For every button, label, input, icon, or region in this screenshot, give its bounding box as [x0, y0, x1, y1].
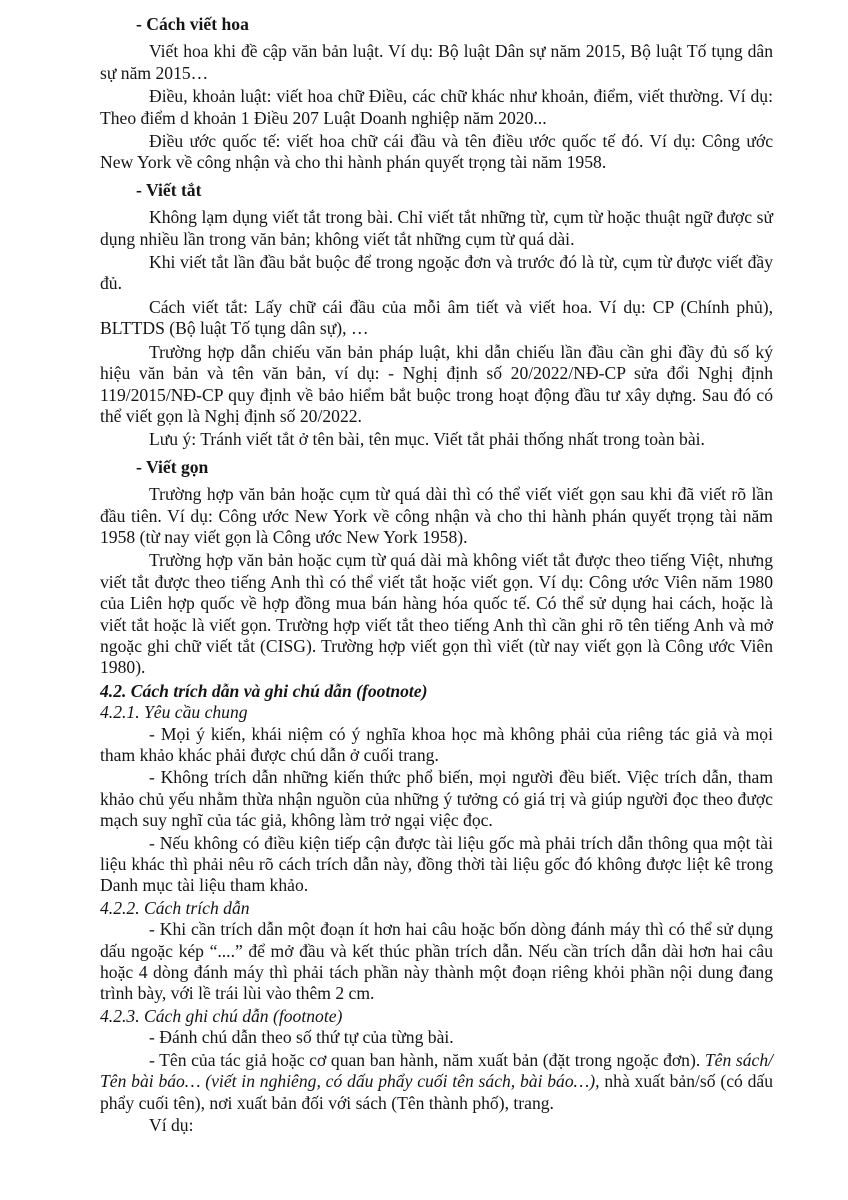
paragraph: Điều ước quốc tế: viết hoa chữ cái đầu và tên điều ước quốc tế đó. Ví dụ: Công ước New York về công nhận và cho thi hành phán quyết trọng tài năm 1958.	[100, 131, 773, 173]
paragraph: - Đánh chú dẫn theo số thứ tự của từng bài.	[149, 1027, 454, 1048]
paragraph: Viết hoa khi đề cập văn bản luật. Ví dụ: Bộ luật Dân sự năm 2015, Bộ luật Tố tụng dân sự năm 2015…	[100, 41, 773, 83]
paragraph: Trường hợp văn bản hoặc cụm từ quá dài mà không viết tắt được theo tiếng Việt, nhưng viết tắt được theo tiếng Anh thì có thể viết tắt hoặc viết gọn. Ví dụ: Công ước Viên năm 1980 của Liên hợp quốc về hợp đồng mua bán hàng hóa quốc tế. Có thể sử dụng hai cách, hoặc là viết tắt hoặc là viết gọn. Trường hợp viết tắt theo tiếng Anh thì cần ghi rõ tên tiếng Anh và mở ngoặc ghi chữ viết tắt (CISG). Trường hợp viết gọn thì viết (từ nay viết gọn là Công ước Viên 1980).	[100, 550, 773, 678]
heading-cach-viet-hoa: - Cách viết hoa	[136, 14, 249, 34]
subsection-heading-4-2-2: 4.2.2. Cách trích dẫn	[100, 897, 250, 918]
heading-viet-tat: - Viết tắt	[136, 179, 202, 200]
paragraph: Cách viết tắt: Lấy chữ cái đầu của mỗi âm tiết và viết hoa. Ví dụ: CP (Chính phủ), BLTTDS (Bộ luật Tố tụng dân sự), …	[100, 296, 773, 339]
paragraph: Khi viết tắt lần đầu bắt buộc để trong ngoặc đơn và trước đó là từ, cụm từ được viết đầy đủ.	[100, 252, 773, 294]
document-page	[100, 14, 773, 1137]
citation-format-italic: Tên sách/ Tên bài báo… (viết in nghiêng, có dấu phẩy cuối tên sách, bài báo…),	[100, 1049, 773, 1092]
citation-format-text-end: nhà xuất bản/số (có dấu phẩy cuối tên), nơi xuất bản đối với sách (Tên thành phố), trang.	[100, 1071, 773, 1113]
paragraph-example-label: Ví dụ:	[149, 1114, 194, 1135]
paragraph: - Mọi ý kiến, khái niệm có ý nghĩa khoa học mà không phải của riêng tác giả và mọi tham khảo khác phải được chú dẫn ở cuối trang.	[100, 723, 773, 765]
paragraph: - Không trích dẫn những kiến thức phổ biến, mọi người đều biết. Việc trích dẫn, tham khảo chủ yếu nhằm thừa nhận nguồn của những ý tưởng có giá trị và giúp người đọc theo được mạch suy nghĩ của tác giả, không làm trở ngại việc đọc.	[100, 767, 773, 831]
paragraph: Trường hợp dẫn chiếu văn bản pháp luật, khi dẫn chiếu lần đầu cần ghi đầy đủ số ký hiệu văn bản và tên văn bản, ví dụ: - Nghị định số 20/2022/NĐ-CP sửa đổi Nghị định 119/2015/NĐ-CP quy định về bảo hiểm bắt buộc trong hoạt động đầu tư xây dựng. Sau đó có thể viết gọn là Nghị định số 20/2022.	[100, 341, 773, 426]
paragraph: Điều, khoản luật: viết hoa chữ Điều, các chữ khác như khoản, điểm, viết thường. Ví dụ: Theo điểm d khoản 1 Điều 207 Luật Doanh nghiệp năm 2020...	[100, 86, 773, 128]
paragraph: Trường hợp văn bản hoặc cụm từ quá dài thì có thể viết viết gọn sau khi đã viết rõ lần đầu tiên. Ví dụ: Công ước New York về công nhận và cho thi hành phán quyết trọng tài năm 1958 (từ nay viết gọn là Công ước New York 1958).	[100, 484, 773, 547]
subsection-heading-4-2-1: 4.2.1. Yêu cầu chung	[100, 702, 248, 723]
paragraph-citation-format	[100, 1050, 773, 1114]
paragraph: - Nếu không có điều kiện tiếp cận được tài liệu gốc mà phải trích dẫn thông qua một tài liệu khác thì phải nêu rõ cách trích dẫn này, đồng thời tài liệu gốc đó không được liệt kê trong Danh mục tài liệu tham khảo.	[100, 832, 773, 896]
paragraph: - Khi cần trích dẫn một đoạn ít hơn hai câu hoặc bốn dòng đánh máy thì có thể sử dụng dấu ngoặc kép “....” để mở đầu và kết thúc phần trích dẫn. Nếu cần trích dẫn dài hơn hai câu hoặc 4 dòng đánh máy thì phải tách phần này thành một đoạn riêng khỏi phần nội dung đang trình bày, với lề trái lùi vào thêm 2 cm.	[100, 919, 773, 1004]
subsection-heading-4-2-3: 4.2.3. Cách ghi chú dẫn (footnote)	[100, 1005, 343, 1026]
paragraph: Không lạm dụng viết tắt trong bài. Chỉ viết tắt những từ, cụm từ hoặc thuật ngữ được sử dụng nhiều lần trong văn bản; không viết tắt những cụm từ quá dài.	[100, 207, 773, 249]
heading-viet-gon: - Viết gọn	[136, 456, 209, 477]
citation-format-text: - Tên của tác giả hoặc cơ quan ban hành, năm xuất bản (đặt trong ngoặc đơn).	[149, 1049, 705, 1070]
paragraph: Lưu ý: Tránh viết tắt ở tên bài, tên mục. Viết tắt phải thống nhất trong toàn bài.	[149, 429, 705, 450]
section-heading-4-2: 4.2. Cách trích dẫn và ghi chú dẫn (footnote)	[100, 680, 428, 701]
